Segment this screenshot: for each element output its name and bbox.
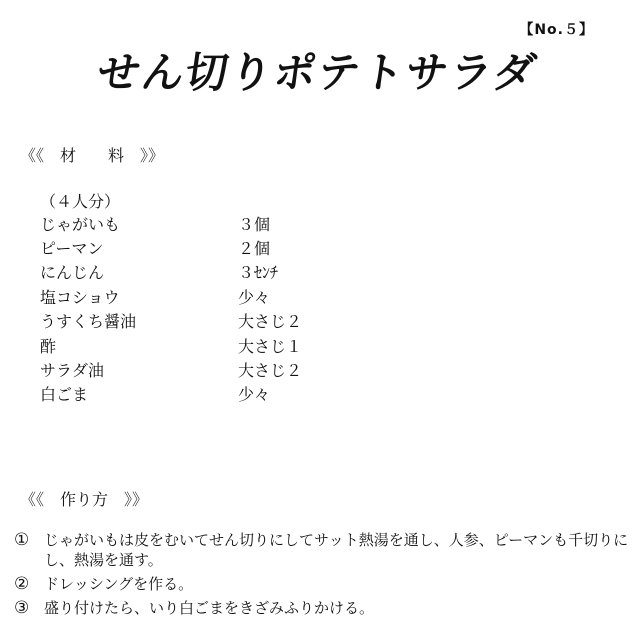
ingredient-row: [40, 357, 302, 381]
step-text: じゃがいもは皮をむいてせん切りにしてサット熱湯を通し、人参、ピーマンも千切りにし、熱湯を通す。: [44, 531, 629, 569]
ingredient-name: 塩コショウ: [40, 287, 120, 307]
ingredients-list: [40, 211, 302, 406]
ingredient-amount: ３個: [238, 214, 271, 234]
ingredient-row: [40, 333, 302, 357]
ingredient-amount: 少々: [238, 287, 271, 307]
ingredient-row: [40, 309, 302, 333]
ingredient-amount: ２個: [238, 239, 271, 259]
ingredient-row: [40, 211, 302, 235]
ingredient-amount: 大さじ１: [238, 336, 303, 356]
ingredient-row: [40, 235, 302, 259]
ingredient-row: [40, 284, 302, 308]
ingredient-row: [40, 260, 302, 284]
steps-heading: 《《 作り方 》》: [20, 490, 149, 509]
recipe-title: せん切りポテトサラダ: [94, 48, 541, 97]
ingredient-name: にんじん: [40, 263, 105, 283]
step-text: 盛り付けたら、いり白ごまをきざみふりかける。: [44, 599, 375, 617]
steps-list: [14, 530, 634, 622]
step-item: [14, 598, 634, 618]
step-text: ドレッシングを作る。: [44, 575, 194, 593]
ingredient-name: ピーマン: [40, 239, 104, 259]
step-number: ③: [14, 598, 30, 618]
ingredient-row: [40, 382, 302, 406]
ingredients-heading: 《《 材 料 》》: [20, 146, 165, 165]
ingredient-name: サラダ油: [40, 361, 104, 381]
step-number: ②: [14, 574, 30, 594]
ingredient-amount: 少々: [238, 385, 271, 405]
recipe-number: 【No.５】: [519, 22, 594, 38]
servings: （４人分）: [40, 192, 121, 211]
ingredient-amount: 大さじ２: [238, 312, 303, 332]
step-item: [14, 530, 634, 570]
ingredient-name: 白ごま: [40, 385, 89, 405]
step-number: ①: [14, 530, 30, 550]
ingredient-name: じゃがいも: [40, 214, 121, 234]
ingredient-amount: 大さじ２: [238, 361, 303, 381]
ingredient-amount: ３ｾﾝﾁ: [238, 263, 279, 283]
step-item: [14, 574, 634, 594]
ingredient-name: うすくち醤油: [40, 312, 137, 332]
ingredient-name: 酢: [40, 336, 57, 356]
